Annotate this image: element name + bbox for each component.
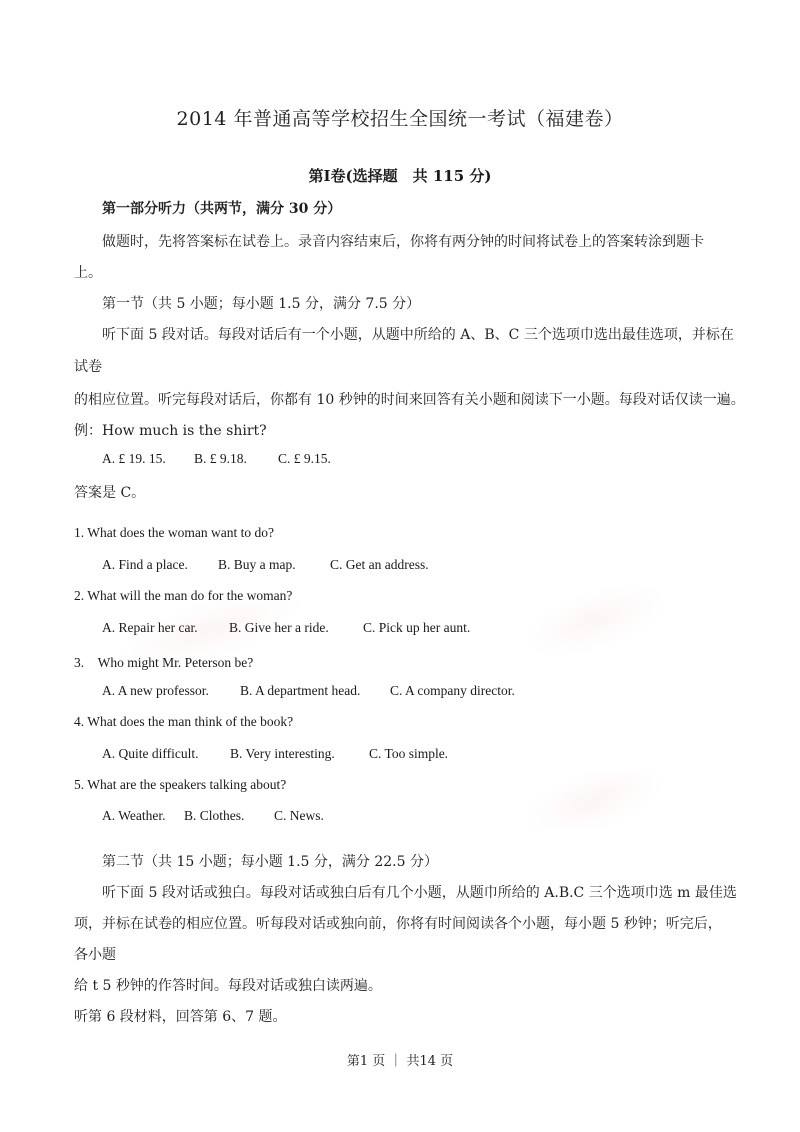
section2-instr-line1: 听下面 5 段对话或独白。每段对话或独白后有几个小题，从题巾所给的 A.B.C 三个选项巾选 m 最佳选 [102, 885, 737, 901]
question-5-option-b: B. Clothes. [184, 808, 245, 823]
question-2-option-b: B. Give her a ride. [229, 620, 329, 635]
watermark-shape [514, 748, 675, 851]
question-1-option-a: A. Find a place. [102, 557, 188, 572]
question-1-option-c: C. Get an address. [330, 557, 429, 572]
question-1: 1. What does the woman want to do? [74, 525, 274, 540]
question-2: 2. What will the man do for the woman? [74, 588, 293, 603]
question-3: 3. Who might Mr. Peterson be? [74, 655, 254, 670]
exam-title: 2014 年普通高等学校招生全国统一考试（福建卷） [176, 108, 624, 130]
section1-heading: 第一节（共 5 小题；每小题 1.5 分，满分 7.5 分） [102, 296, 421, 312]
section2-heading: 第二节（共 15 小题；每小题 1.5 分，满分 22.5 分） [102, 854, 438, 870]
example-option-a: A. £ 19. 15. [102, 451, 166, 466]
watermark-shape [514, 568, 675, 671]
question-4-option-b: B. Very interesting. [230, 746, 335, 761]
question-4-option-a: A. Quite difficult. [102, 746, 199, 761]
question-5-option-a: A. Weather. [102, 808, 166, 823]
example-option-b: B. £ 9.18. [194, 451, 247, 466]
example-question: 例：How much is the shirt? [74, 423, 267, 439]
section1-instr-line2: 试卷 [74, 359, 102, 375]
section2-instr-line2: 项，并标在试卷的相应位置。听每段对话或独向前，你将有时间阅读各个小题，每小题 5 秒钟；听完后， [74, 916, 722, 932]
question-1-option-b: B. Buy a map. [218, 557, 296, 572]
section-title: 第Ⅰ卷(选择题 共 115 分) [308, 167, 492, 185]
question-2-option-a: A. Repair her car. [102, 620, 198, 635]
page-footer: 第1 页 ｜ 共14 页 [346, 1054, 454, 1069]
example-answer: 答案是 C。 [74, 485, 146, 501]
section1-instr-line3: 的相应位置。听完每段对话后，你都有 10 秒钟的时间来回答有关小题和阅读下一小题。每段对话仅读一遍。 [74, 392, 745, 408]
section2-instr-line5: 听第 6 段材料，回答第 6、7 题。 [74, 1009, 287, 1025]
example-option-c: C. £ 9.15. [278, 451, 331, 466]
section2-instr-line3: 各小题 [74, 947, 116, 963]
question-3-option-a: A. A new professor. [102, 683, 209, 698]
part1-intro-line1: 做题时，先将答案标在试卷上。录音内容结束后，你将有两分钟的时间将试卷上的答案转涂到题卡 [102, 234, 704, 250]
question-4-option-c: C. Too simple. [369, 746, 449, 761]
part1-heading: 第一部分听力（共两节，满分 30 分） [102, 201, 342, 217]
part1-intro-line2: 上。 [74, 265, 102, 281]
section1-instr-line1: 听下面 5 段对话。每段对话后有一个小题，从题中所给的 A、B、C 三个选项巾选出最佳选项，并标在 [102, 327, 734, 343]
section2-instr-line4: 给 t 5 秒钟的作答时间。每段对话或独白读两遍。 [74, 978, 382, 994]
question-4: 4. What does the man think of the book? [74, 714, 294, 729]
question-2-option-c: C. Pick up her aunt. [363, 620, 471, 635]
question-3-option-c: C. A company director. [390, 683, 515, 698]
question-3-option-b: B. A department head. [240, 683, 361, 698]
question-5: 5. What are the speakers talking about? [74, 777, 287, 792]
question-5-option-c: C. News. [274, 808, 324, 823]
